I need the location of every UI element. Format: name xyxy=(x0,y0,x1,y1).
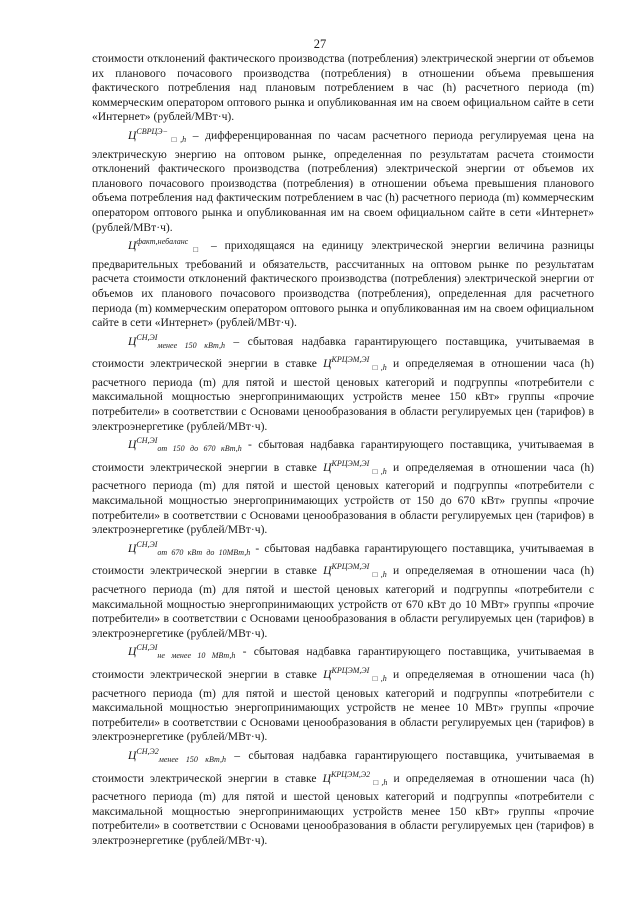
definition-text: и определяемая в отношении часа (h) расчетного периода (m) для пятой и шестой ценовых категорий и подгруппы «потребители с максимальной мощностью энергопринимающих устройств от 670 кВт до 10 МВт» группы «прочие потребители» в соответствии с Основами ценообразования в области регулируемых цен (тарифов) в электроэнергетике (рублей/МВт·ч). xyxy=(92,564,594,640)
definition-text: - сбытовая надбавка гарантирующего поставщика, учитываемая в стоимости электрической энергии в ставке xyxy=(92,438,594,474)
formula-symbol: $Ц^{СН,ЭI}_{от 670 кВт до 10МВт,h}$ xyxy=(128,539,251,557)
formula-symbol: $Ц^{СН,ЭI}_{от 150 до 670 кВт,h}$ xyxy=(128,436,242,454)
definition-text: – приходящаяся на единицу электрической энергии величина разницы предварительных требований и обязательств, рассчитанных на оптовом рынке по результатам расчета стоимости отклонений фактического производства (потребления) электрической энергии от объемов их планового почасового производства (потребления), определенная для расчетного периода (m) коммерческим оператором оптового рынка и опубликованная им на своем официальном сайте в сети «Интернет» (рублей/МВт·ч). xyxy=(92,239,594,330)
page-number: 27 xyxy=(313,37,327,51)
definition-text: - сбытовая надбавка гарантирующего поставщика, учитываемая в стоимости электрической энергии в ставке xyxy=(92,541,594,578)
definition-paragraph xyxy=(92,538,594,642)
formula-symbol: $Ц^{СН,ЭI}_{менее 150 кВт,h}$ xyxy=(128,332,225,350)
paragraph-text: стоимости отклонений фактического производства (потребления) электрической энергии от объемов их планового почасового производства (потребления) в отношении объема превышения фактического потребления над плановым потреблением в час (h) расчетного периода (m) коммерческим оператором оптового рынка и опубликованная им на своем официальном сайте в сети «Интернет» (рублей/МВт·ч). xyxy=(92,52,594,124)
definition-paragraph xyxy=(92,331,594,435)
inline-formula: $Ц^{КРЦЭМ,ЭI}_{□,h}$ xyxy=(323,665,387,683)
definition-paragraph xyxy=(92,125,594,235)
inline-formula: $Ц^{КРЦЭМ,ЭI}_{□,h}$ xyxy=(323,355,387,373)
definition-paragraph xyxy=(92,641,594,745)
definition-text: и определяемая в отношении часа (h) расчетного периода (m) для пятой и шестой ценовых категорий и подгруппы «потребители с максимальной мощностью энергопринимающих устройств менее 150 кВт» группы «прочие потребители» в соответствии с Основами ценообразования в области регулируемых цен (тарифов) в электроэнергетике (рублей/МВт·ч). xyxy=(92,771,595,847)
formula-symbol: $Ц^{СН,Э2}_{менее 150 кВт,h}$ xyxy=(128,746,226,764)
definition-text: – сбытовая надбавка гарантирующего поставщика, учитываемая в стоимости электрической энергии в ставке xyxy=(92,748,594,785)
paragraph-continuation xyxy=(92,52,594,125)
definition-paragraph xyxy=(92,745,594,849)
definition-paragraph xyxy=(92,434,594,538)
formula-symbol: $Ц^{СН,ЭI}_{не менее 10 МВт,h}$ xyxy=(128,643,236,661)
inline-formula: $Ц^{КРЦЭМ,ЭI}_{□,h}$ xyxy=(323,458,387,476)
inline-formula: $Ц^{КРЦЭМ,ЭI}_{□,h}$ xyxy=(323,562,387,580)
definition-text: – сбытовая надбавка гарантирующего поставщика, учитываемая в стоимости электрической энергии в ставке xyxy=(92,334,594,371)
definition-text: – дифференцированная по часам расчетного периода регулируемая цена на электрическую энергию на оптовом рынке, определенная по результатам расчета стоимости отклонений фактического производства (потребления) электрической энергии от объемов их планового почасового производства (потребления) в отношении объема превышения планового объема потребления над фактическим потреблением в час (h) расчетного периода (m) коммерческим оператором оптового рынка и опубликованная им на своем официальном сайте в сети «Интернет» (рублей/МВт·ч). xyxy=(92,128,594,234)
definition-paragraph xyxy=(92,235,594,331)
definition-text: и определяемая в отношении часа (h) расчетного периода (m) для пятой и шестой ценовых категорий и подгруппы «потребители с максимальной мощностью энергопринимающих устройств не менее 10 МВт» группы «прочие потребители» в соответствии с Основами ценообразования в области регулируемых цен (тарифов) в электроэнергетике (рублей/МВт·ч). xyxy=(92,667,594,744)
document-body xyxy=(92,52,594,849)
definition-text: - сбытовая надбавка гарантирующего поставщика, учитываемая в стоимости электрической энергии в ставке xyxy=(92,645,594,681)
inline-formula: $Ц^{КРЦЭМ,Э2}_{□,h}$ xyxy=(322,769,388,787)
formula-symbol: $Ц^{факт,небаланс}_□$ xyxy=(128,237,204,255)
definition-text: и определяемая в отношении часа (h) расчетного периода (m) для пятой и шестой ценовых категорий и подгруппы «потребители с максимальной мощностью энергопринимающих устройств от 150 до 670 кВт» группы «прочие потребители» в соответствии с Основами ценообразования в области регулируемых цен (тарифов) в электроэнергетике (рублей/МВт·ч). xyxy=(92,460,594,537)
formula-symbol: $Ц^{СВРЦЭ-}_{□,h}$ xyxy=(128,126,187,144)
definition-text: и определяемая в отношении часа (h) расчетного периода (m) для пятой и шестой ценовых категорий и подгруппы «потребители с максимальной мощностью энергопринимающих устройств менее 150 кВт» группы «прочие потребители» в соответствии с Основами ценообразования в области регулируемых цен (тарифов) в электроэнергетике (рублей/МВт·ч). xyxy=(92,357,594,433)
